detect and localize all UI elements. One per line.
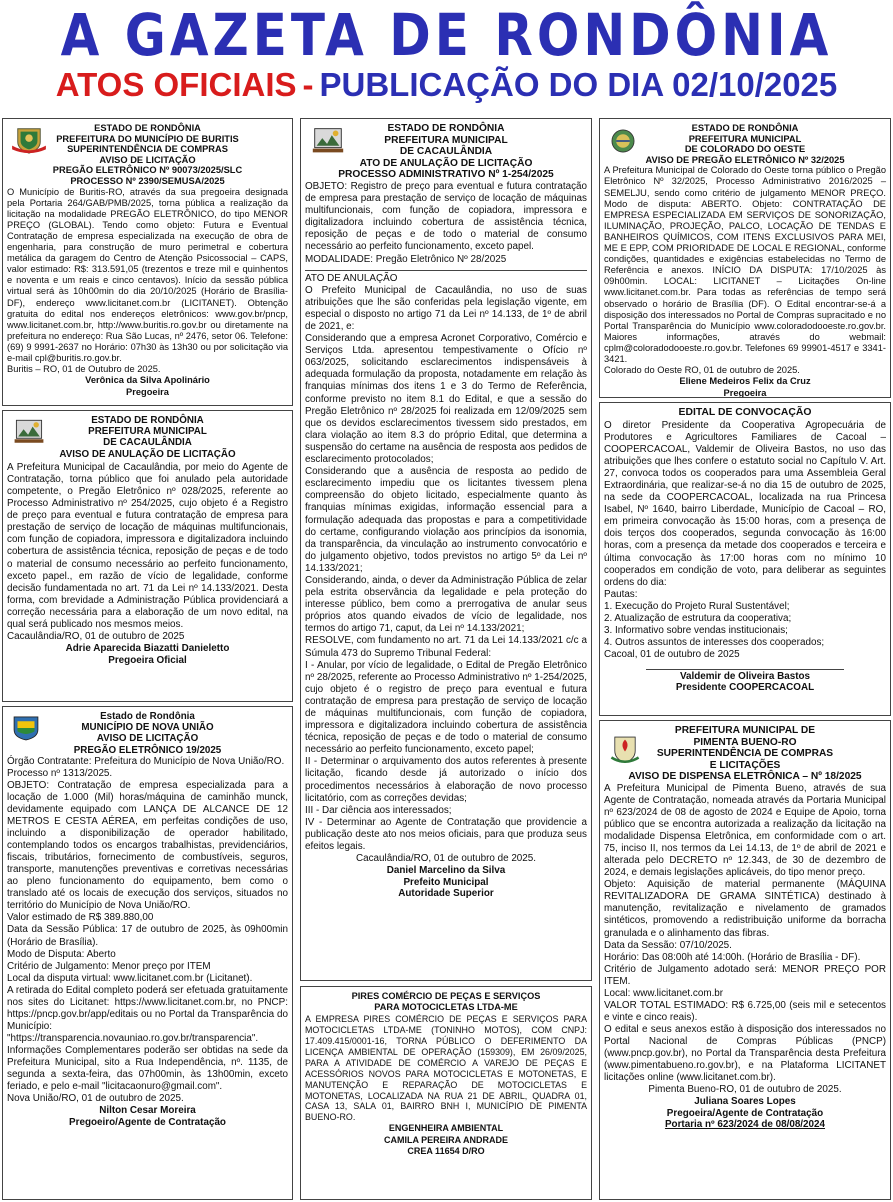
signature-name: Valdemir de Oliveira Bastos [679,670,811,682]
signature-line [646,669,843,670]
pimenta-bueno-coat-of-arms-icon [608,729,642,769]
header-prefecture: PREFEITURA MUNICIPAL [88,426,207,438]
header-city: DE CACAULÂNDIA [399,146,493,158]
notice-title: EDITAL DE CONVOCAÇÃO [678,407,812,418]
signature-role: Pregoeira [723,387,767,398]
header-city: PIMENTA BUENO-RO [693,736,797,748]
notice-header [604,725,886,783]
edital-availability: O edital e seus anexos estão à disposição dos interessados no Portal Nacional de Compras Públicas (PNCP) (www.pncp.gov.br), no Portal da Transparência desta Prefeitura (www.pimentabueno.ro.gov.br), e na Plataforma LICITANET licitações online (www.licitanet.com.br). [604,1023,886,1084]
notice-buritis [2,118,293,406]
estimated-value: Valor estimado de R$ 389.880,00 [7,912,154,924]
notice-body: O diretor Presidente da Cooperativa Agropecuária de Produtores e Agricultores Familiares de Cacoal – COOPERCACOAL, Valdemir de Oliveira Bastos, no uso das atribuições que lhes confere o estatuto social no Capítulo V. Art. 27, convoca todos os cooperados para uma Assembleia Geral Extraordinária, que realizar-se-á no dia 15 de outubro de 2025, na sede da COOPERCACOAL, localizada na rua Princesa Isabel, Nº 1640, bairro Liberdade, Município de Cacoal – RO, em primeira convocação às 15:00 horas, com a presença de dois terços dos cooperados, segunda convocação às 16:00 horas, com a presença da metade dos cooperados e terceira e última convocação às 17:00 horas com no mínimo 10 cooperados em condição de voto, para deliberar as seguintes ordens do dia: [604,420,886,588]
signature-name: CAMILA PEREIRA ANDRADE [383,1134,508,1145]
notice-date: Cacaulândia/RO, 01 de outubro de 2025 [7,631,185,643]
notice-cacaulandia-ato [300,118,592,981]
notice-header [604,123,886,165]
dispute-location: Local da disputa virtual: www.licitanet.com.br (Licitanet). [7,972,253,984]
notice-pires [300,986,592,1200]
notice-date: Nova União/RO, 01 de outubro de 2025. [7,1093,184,1105]
header-notice-type: AVISO DE PREGÃO ELETRÔNICO Nº 32/2025 [645,154,845,165]
notice-object: OBJETO: Contratação de empresa especializada para a locação de 1.000 (Mil) horas/máquina de caminhão munck, devidamente equipado com LANÇA DE ALCANCE DE 12 METROS E CESTA AÉREA, em perfeitas condições de uso, incluindo a disponibilização de operador habilitado, contemplando todos os encargos trabalhistas, previdenciários, fiscais, tributários, fornecimento de combustíveis, seguros, transporte, manutenções preventivas e corretivas necessárias ao pleno funcionamento do equipamento, bem como o translado até os locais de execução dos serviços, situados no território do Município de Nova União/RO. [7,779,288,912]
buritis-coat-of-arms-icon [9,125,49,155]
dispute-location: Local: www.licitanet.com.br [604,987,724,999]
notice-body: O Município de Buritis-RO, através da sua pregoeira designada pela Portaria 264/GAB/PMB/2025, torna pública a realização da licitação na modalidade PREGÃO ELETRÔNICO, do tipo MENOR PREÇO (GLOBAL). Tendo como objeto: Futura e Eventual Contratação de empresa especializada na execução de obra de engenharia, para construção de muro perimetral e cobertura metálica da garagem do Centro de Atenção Psicossocial – CAPS, valor estimado: R$: 313.591,05 (trezentos e treze mil e quinhentos e noventa e um reais e cinco centavos). Início da sessão pública virtual será às 10h00min do dia 20/10/2025 (Horário de Brasília-DF), endereço www.licitanet.com.br (LICITANET). Obtenção gratuita do edital nos endereços eletrônicos: www.gov.br/pncp, www.licitanet.com.br, http://www.buritis.ro.gov.br ou diretamente na prefeitura no endereço: Rua São Lucas, nº 2476, setor 06. Telefone: (69) 9 9991-2637 no Horário: 07h30 às 13h30 ou por solicitação via e-mail cpl@buritis.ro.gov.br. [7,186,288,363]
session-time: Horário: Das 08:00h até 14:00h. (Horário de Brasília - DF). [604,951,861,963]
notice-body: A Prefeitura Municipal de Colorado do Oeste torna público o Pregão Eletrônico Nº 32/2025, Processo Administrativo 2016/2025 – SEMELJU, sendo como critério de julgamento MENOR PREÇO. Modo de disputa: ABERTO. Objeto: CONTRATAÇÃO DE EMPRESA ESPECIALIZADA EM SERVIÇOS DE SONORIZAÇÃO, ILUMINAÇÃO, PROJEÇÃO, PALCO, LOCAÇÃO DE TENDAS E BANHEIROS QUÍMICOS, COM ITENS EXCLUSIVOS PARA MEI, ME E EPP, COM PRIORIDADE DE LOCAL E REGIONAL, conforme condições, quantidades e exigências estabelecidas no Termo de Referência e anexos. INÍCIO DA DISPUTA: 17/10/2025 às 09h00min. LOCAL: LICITANET – Licitações On-line www.licitanet.com.br. Para todas as referências de tempo será observado o horário de Brasília (DF). O Edital encontrar-se-á a disposição dos interessados no Portal de Compras supracitado e no Portal Transparência do Município www.coloradodooeste.ro.gov.br. Maiores informações, através do webmail: cplm@coloradodooeste.ro.gov.br. Telefones 69 99901-4517 e 3341-3421. [604,165,886,364]
atos-oficiais-label: ATOS OFICIAIS [55,66,297,103]
header-company-cont: PARA MOTOCICLETAS LTDA-ME [374,1001,518,1012]
paragraph-item-ii: II - Determinar o arquivamento dos autos referentes à presente licitação, ficando desde já autorizado o início dos procedimentos necessários à elaboração de novo processo licitatório, com as correções devidas; [305,756,587,804]
header-city: DE CACAULÂNDIA [103,437,192,449]
dispute-mode: Modo de Disputa: Aberto [7,948,116,960]
divider [305,270,587,271]
agenda-item: 2. Atualização de estrutura da cooperativa; [604,612,792,624]
header-prefecture: PREFEITURA DO MUNICÍPIO DE BURITIS [56,133,239,144]
signature-role: Pregoeira Oficial [108,654,187,666]
paragraph-considerando-1: Considerando que a empresa Acronet Corporativo, Comércio e Serviços Ltda. apresentou tempestivamente o Ofício nº 063/2025, solicitando esclarecimentos indispensáveis à adequada formulação da proposta, notadamente em relação às franquias mínimas dos itens 1 e 3 do Termo de Referência, conforme previsto no item 8.1 do Edital, e que a sessão do Pregão Eletrônico nº 28/2025 foi realizada em 12/09/2025 sem que os devidos esclarecimentos tivessem sido prestados, em clara violação ao item 8.3 do próprio Edital, que determina a suspensão do certame na ausência de resposta aos pedidos de esclarecimento protocolados; [305,333,587,466]
notice-colorado-do-oeste [599,118,891,398]
paragraph-considerando-3: Considerando, ainda, o dever da Administração Pública de zelar pela estrita observância da legalidade e pela proteção do interesse público, bem como a prerrogativa de anular seus próprios atos quando eivados de vício de legalidade, nos termos do artigo 71, caput, da Lei nº 14.133/2021; [305,574,587,635]
notice-body: A EMPRESA PIRES COMÉRCIO DE PEÇAS E SERVIÇOS PARA MOTOCICLETAS LTDA-ME (TONINHO MOTOS), COM CNPJ: 17.409.415/0001-16, TORNA PÚBLICO O DEFERIMENTO DA LICENÇA AMBIENTAL DE OPERAÇÃO (159309), EM 26/09/2025, PARA A ATIVIDADE DE COMÉRCIO A VAREJO DE PEÇAS E ACESSÓRIOS NOVOS PARA MOTOCICLETAS E MOTONETAS, E MANUTENÇÃO E REPARAÇÃO DE MOTOCICLETAS E MOTONETAS, LOCALIZADA NA RUA 21 DE ABRIL, QUADRA 01, CASA 13, SALA 01, BAIRRO BNH I, MUNICÍPIO DE PIMENTA BUENO-RO. [305,1014,587,1123]
signature-role: Pregoeira [126,386,169,397]
complementary-info: Informações Complementares poderão ser obtidas na sede da Prefeitura Municipal, sito a Rua Independência, nº. 1135, de segunda a sexta-feira, das 07h00min, às 13h00min, exceto feriado, e pelo e-mail "licitacaonuro@gmail.com". [7,1044,288,1093]
notice-header [305,123,587,181]
header-notice-type: AVISO DE DISPENSA ELETRÔNICA – Nº 18/2025 [628,771,862,783]
header-pregao-number: PREGÃO ELETRÔNICO 19/2025 [73,744,222,756]
notice-date: Pimenta Bueno-RO, 01 de outubro de 2025. [648,1084,842,1096]
paragraph-preamble: O Prefeito Municipal de Cacaulândia, no uso de suas atribuições que lhe são conferidas pela legislação vigente, em especial o disposto no artigo 71 da Lei nº 14.133, de 1º de abril de 2021, e: [305,284,587,332]
notice-cacaulandia-aviso [2,410,293,702]
header-municipality: MUNICÍPIO DE NOVA UNIÃO [81,722,214,734]
header-process-number: PROCESSO Nº 2390/SEMUSA/2025 [70,175,225,186]
header-prefecture: PREFEITURA MUNICIPAL [688,133,802,144]
judgement-criteria: Critério de Julgamento adotado será: MENOR PREÇO POR ITEM. [604,963,886,987]
agenda-item: 3. Informativo sobre vendas institucionais; [604,624,788,636]
edital-retrieval: A retirada do Edital completo poderá ser efetuada gratuitamente nos sites do Licitanet: https://www.licitanet.com.br, no PNCP: https://pncp.gov.br/app/editais ou no Portal da Transparência do Município: "https://transparencia.novauniao.ro.gov.br/transparencia". [7,984,288,1044]
signature-name: Verônica da Silva Apolinário [85,375,210,386]
header-notice-type: ATO DE ANULAÇÃO DE LICITAÇÃO [359,157,533,169]
notice-header [7,123,288,187]
header-state: ESTADO DE RONDÔNIA [387,123,505,134]
session-date: Data da Sessão Pública: 17 de outubro de 2025, às 09h00min (Horário de Brasília). [7,924,288,948]
signature-name: Nilton Cesar Moreira [99,1105,196,1117]
agenda-item: 4. Outros assuntos de interesses dos cooperados; [604,636,825,648]
process-number: Processo nº 1313/2025. [7,767,113,779]
header-process-number: PROCESSO ADMINISTRATIVO Nº 1-254/2025 [338,169,554,181]
signature-role: Pregoeira/Agente de Contratação [666,1107,824,1119]
paragraph-item-iii: III - Dar ciência aos interessados; [305,804,452,816]
header-notice-type: AVISO DE LICITAÇÃO [99,154,196,165]
paragraph-considerando-2: Considerando que a ausência de resposta ao pedido de esclarecimento impediu que os licitantes tivessem plena compreensão do objeto licitado, especialmente quanto às franquias mínimas exigidas, informação essencial para a formulação adequada das propostas e para a competitividade do certame, configurando violação aos princípios da isonomia, da transparência, da vinculação ao instrumento convocatório e do julgamento objetivo, todos previstos no artigo 5º da Lei nº 14.133/2021; [305,466,587,574]
subtitle-separator: - [302,66,314,103]
notice-body: A Prefeitura Municipal de Cacaulândia, por meio do Agente de Contratação, torna público que foi anulado pela autoridade competente, o Pregão Eletrônico nº 028/2025, referente ao Processo Administrativo nº 254/2025, cujo objeto é a Registro de preço para eventual e futura contratação de empresa para prestação de serviço de locação de máquinas multifuncionais, com função de copiadora, impressora e digitalizadora incluindo cobertura de assistência técnica, reposição de peças e de todo o material de consumo necessário ao perfeito funcionamento, exceto papel., em razão de vício de legalidade, conforme decisão fundamentada no art. 71 da Lei nº 14.133/2021. Desta forma, com brevidade a Administração Pública providenciará a correção necessária para a elaboração de um novo edital, na qual será publicado nos mesmos meios. [7,461,288,631]
notice-date: Cacaulândia/RO, 01 de outubro de 2025. [355,853,537,865]
notice-coopercacoal [599,402,891,716]
signature-registration: CREA 11654 D/RO [407,1146,485,1157]
signature-role: Presidente COOPERCACOAL [675,682,815,694]
estimated-value: VALOR TOTAL ESTIMADO: R$ 6.725,00 (seis mil e setecentos e vinte e cinco reais). [604,999,886,1023]
signature-name: Daniel Marcelino da Silva [386,865,506,877]
publication-date-label: PUBLICAÇÃO DO DIA 02/10/2025 [319,66,838,103]
header-pregao-number: PREGÃO ELETRÔNICO Nº 90073/2025/SLC [52,165,243,176]
notice-date: Colorado do Oeste RO, 01 de outubro de 2025. [604,365,800,376]
notice-pimenta-bueno [599,720,891,1200]
header-company: PIRES COMÉRCIO DE PEÇAS E SERVIÇOS [351,991,541,1001]
signature-role-secondary: Autoridade Superior [398,888,494,900]
nova-uniao-coat-of-arms-icon [9,713,43,743]
header-state: ESTADO DE RONDÔNIA [91,415,204,426]
paragraph-item-i: I - Anular, por vício de legalidade, o Edital de Pregão Eletrônico nº 28/2025, referente ao Processo Administrativo nº 1-254/2025, cujo objeto é o registro de preço para eventual e futura contratação de empresa para prestação de serviço de locação de máquinas multifuncionais, com função de copiadora, impressora e digitalizadora incluindo cobertura de assistência técnica, reposição de peças e de todo o material de consumo necessário ao perfeito funcionamento, exceto papel; [305,659,587,756]
paragraph-resolve: RESOLVE, com fundamento no art. 71 da Lei 14.133/2021 c/c a Súmula 473 do Supremo Tribunal Federal: [305,635,587,659]
cacaulandia-coat-of-arms-icon [11,417,47,447]
masthead [0,0,893,112]
signature-role: Prefeito Municipal [403,876,489,888]
newspaper-title: A GAZETA DE RONDÔNIA [60,2,833,69]
header-notice-type: AVISO DE LICITAÇÃO [96,733,199,745]
notice-object: Objeto: Aquisição de material permanente (MÁQUINA REVITALIZADORA DE GRAMA SINTÉTICA) destinado à manutenção, revitalização e nivelamento de gramados sintéticos, promovendo a redistribuição uniforme da borracha granulada e o alinhamento das fibras. [604,879,886,939]
notice-header [7,415,288,460]
ato-title: ATO DE ANULAÇÃO [305,272,398,284]
judgement-criteria: Critério de Julgamento: Menor preço por ITEM [7,960,211,972]
contracting-body: Órgão Contratante: Prefeitura do Município de Nova União/RO. [7,755,285,767]
header-department-cont: E LICITAÇÕES [709,759,781,771]
notice-object: OBJETO: Registro de preço para eventual e futura contratação de empresa para prestação de serviço de locação de máquinas multifuncionais, com função de copiadora, impressora e digitalizadora incluindo cobertura de assistência técnica, reposição de peças e de todo o material de consumo necessário ao perfeito funcionamento, exceto papel. [305,180,587,253]
modality: MODALIDADE: Pregão Eletrônico Nº 28/2025 [305,253,507,265]
header-department: SUPERINTENDÊNCIA DE COMPRAS [656,748,834,760]
paragraph-item-iv: IV - Determinar ao Agente de Contratação que providencie a publicação deste ato nos meios oficiais, para que produza seus efeitos legais. [305,816,587,853]
cacaulandia-coat-of-arms-icon [309,125,347,157]
notice-date: Cacoal, 01 de outubro de 2025 [604,648,740,660]
header-notice-type: AVISO DE ANULAÇÃO DE LICITAÇÃO [59,448,236,460]
edition-subtitle [0,66,893,104]
paragraph-intro: A Prefeitura Municipal de Pimenta Bueno, através de sua Agente de Contratação, nomeada através da Portaria Municipal nº 623/2024 de 08 de agosto de 2024 e Equipe de Apoio, torna público que se encontra autorizada a realização da licitação na modalidade Dispensa Eletrônica, em conformidade com o art. 75, inciso II, nos termos da Lei 14.13, de 1º de abril de 2021 e alterada pelo DECRETO nº 12.343, de 30 de dezembro de 2024, e demais legislações aplicáveis, do tipo menor preço. [604,782,886,879]
agenda-label: Pautas: [604,588,638,600]
signature-name: Juliana Soares Lopes [694,1096,796,1108]
notice-date: Buritis – RO, 01 de Outubro de 2025. [7,364,161,375]
signature-name: Adrie Aparecida Biazatti Danieletto [65,643,230,655]
header-prefecture: PREFEITURA MUNICIPAL [384,134,508,146]
signature-ordinance: Portaria nº 623/2024 de 08/08/2024 [664,1119,826,1130]
notice-header [7,711,288,756]
header-department: SUPERINTENDÊNCIA DE COMPRAS [67,144,228,155]
agenda-item: 1. Execução do Projeto Rural Sustentável; [604,600,790,612]
colorado-do-oeste-coat-of-arms-icon [606,125,640,157]
signature-name: Eliene Medeiros Felix da Cruz [679,376,811,387]
notice-nova-uniao [2,706,293,1200]
header-state: ESTADO DE RONDÔNIA [94,123,201,133]
header-prefecture: PREFEITURA MUNICIPAL DE [674,725,816,736]
header-city: DE COLORADO DO OESTE [684,144,806,155]
header-state: ESTADO DE RONDÔNIA [691,123,799,133]
signature-title: ENGENHEIRA AMBIENTAL [388,1123,504,1134]
session-date: Data da Sessão: 07/10/2025. [604,939,732,951]
signature-role: Pregoeiro/Agente de Contratação [69,1116,226,1128]
header-state: Estado de Rondônia [100,711,195,722]
